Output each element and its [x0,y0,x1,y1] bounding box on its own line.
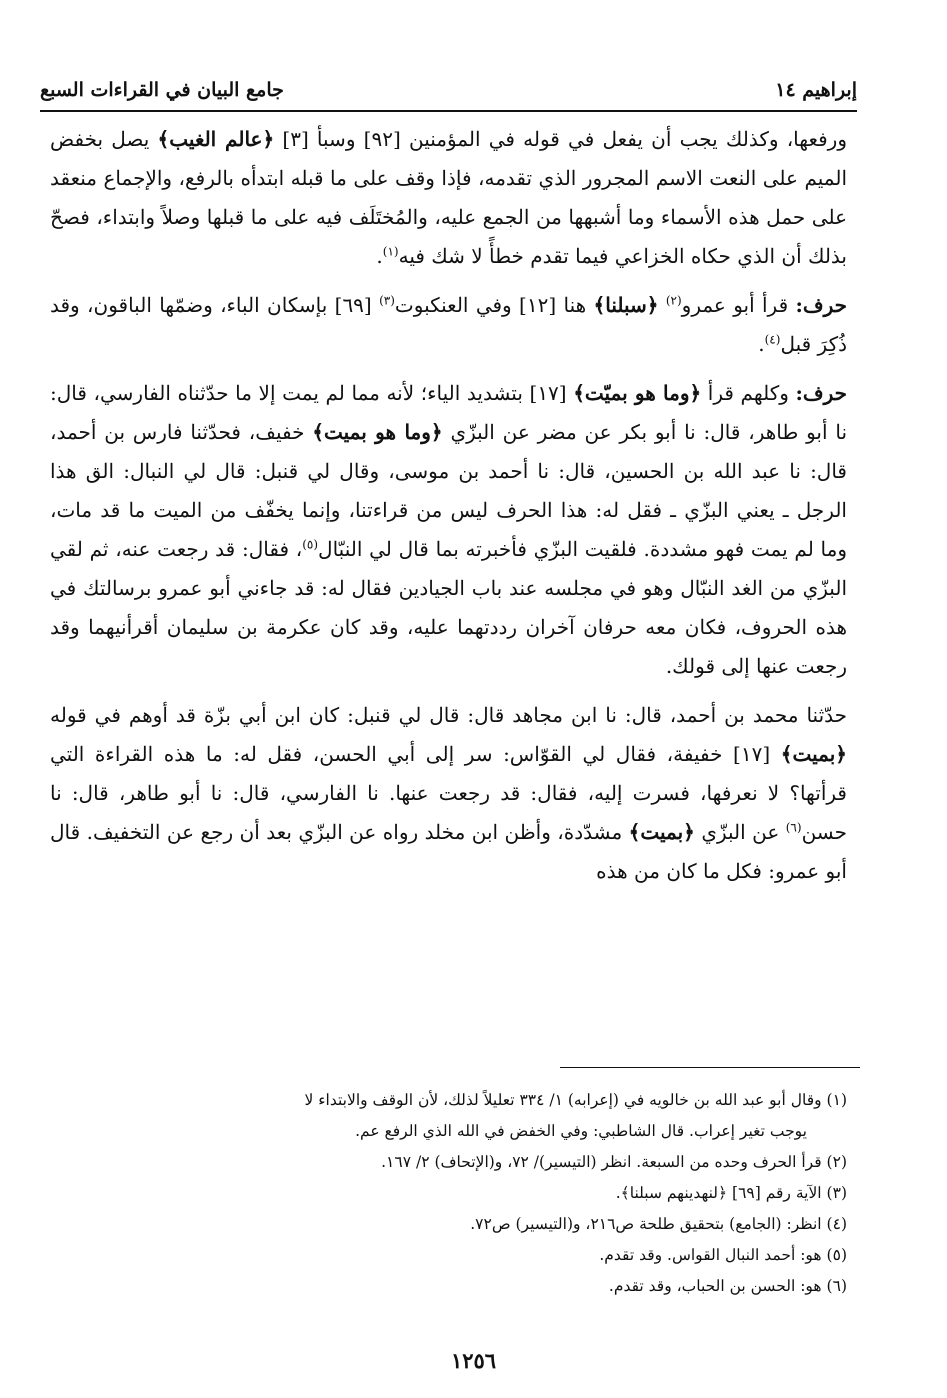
paragraph-3: حرف: وكلهم قرأ ﴿وما هو بميّت﴾ [١٧] بتشديد الياء؛ لأنه مما لم يمت إلا ما حدّثناه الفارسي، قال: نا أبو طاهر، قال: نا أبو بكر عن مضر عن البزّي ﴿وما هو بميت﴾ خفيف، فحدّثنا فارس بن أحمد، قال: نا عبد الله بن الحسين، قال: نا أحمد بن موسى، وقال لي قنبل: قال لي النبال: الق هذا الرجل ـ يعني البزّي ـ فقل له: هذا الحرف ليس من قراءتنا، وإنما يخفّف من الميت ما قد مات، وما لم يمت فهو مشددة. فلقيت البزّي فأخبرته بما قال لي النبّال$^{(٥)}$، فقال: قد رجعت عنه، ثم لقي البزّي من الغد النبّال وهو في مجلسه عند باب الجيادين فقال له: قد جاءني أبو عمرو برسالتك في هذه الحروف، فكان معه حرفان آخران رددتهما عليه، وقد كان عكرمة بن سليمان أقرأنيهما وقد رجعت عنها إلى قولك. [50,381,848,678]
harf-label: حرف: [795,381,847,405]
footnote-ref: (٥) [302,537,319,552]
footnote-1: (١) وقال أبو عبد الله بن خالويه في (إعرابه) ١/ ٣٣٤ تعليلاً لذلك، لأن الوقف والابتداء لا [304,1091,847,1109]
running-header [40,74,857,106]
footnote-6: (٦) هو: الحسن بن الحباب، وقد تقدم. [608,1277,847,1295]
header-surah: إبراهيم ١٤ [775,79,857,101]
quran-quote: ﴿بميت﴾ [780,742,847,766]
footnotes [50,1085,847,1302]
footnote-5: (٥) هو: أحمد النبال القواس. وقد تقدم. [599,1246,847,1264]
quran-quote: ﴿عالم الغيب﴾ [157,127,275,151]
quran-quote: ﴿بميت﴾ [628,820,695,844]
footnote-3: (٣) الآية رقم [٦٩] ﴿لنهدينهم سبلنا﴾. [615,1184,847,1202]
header-divider [40,110,857,112]
paragraph-2: حرف: قرأ أبو عمرو$^{(٢)}$ ﴿سبلنا﴾ هنا [١٢] وفي العنكبوت$^{(٣)}$ [٦٩] بإسكان الباء، وضمّها الباقون، وقد ذُكِرَ قبل$^{(٤)}$. [50,293,848,356]
footnote-2: (٢) قرأ الحرف وحده من السبعة. انظر (التيسير)/ ٧٢، و(الإتحاف) ٢/ ١٦٧. [381,1153,847,1171]
footnote-ref: (٣) [379,293,395,308]
harf-label: حرف: [795,293,848,317]
page-number: ١٢٥٦ [450,1348,497,1373]
footnote-ref: (٢) [665,293,682,308]
quran-quote: ﴿وما هو بميت﴾ [312,420,443,444]
paragraph-4: حدّثنا محمد بن أحمد، قال: نا ابن مجاهد قال: قال لي قنبل: كان ابن أبي بزّة قد أوهم في قوله ﴿بميت﴾ [١٧] خفيفة، فقال لي القوّاس: سر إلى أبي الحسن، فقل له: ما هذه القراءة التي قرأتها؟ لا نعرفها، فسرت إليه، فقال: قد رجعت عنها. نا الفارسي، قال: نا أبو طاهر، قال: نا حسن$^{(٦)}$ عن البزّي ﴿بميت﴾ مشدّدة، وأظن ابن مخلد رواه عن البزّي بعد أن رجع عن التخفيف. قال أبو عمرو: فكل ما كان من هذه [50,703,847,883]
paragraph-1: ورفعها، وكذلك يجب أن يفعل في قوله في المؤمنين [٩٢] وسبأ [٣] ﴿عالم الغيب﴾ يصل بخفض الميم على النعت الاسم المجرور الذي تقدمه، فإذا وقف على ما قبله ابتدأه بالرفع، والإجماع منعقد على حمل هذه الأسماء وما أشبهها من الجمع عليه، والمُختَلَف فيه على ما قبلها وصلاً وابتداء، فصحّ بذلك أن الذي حكاه الخزاعي فيما تقدم خطأً لا شك فيه$^{(١)}$. [50,127,847,268]
footnote-4: (٤) انظر: (الجامع) بتحقيق طلحة ص٢١٦، و(التيسير) ص٧٢. [470,1215,847,1233]
header-book-title: جامع البيان في القراءات السبع [40,79,284,101]
footnote-ref: (٤) [764,332,781,347]
quran-quote: ﴿وما هو بميّت﴾ [573,381,702,405]
footnote-1-continuation: يوجب تغير إعراب. قال الشاطبي: وفي الخفض في الله الذي الرفع عم. [355,1122,807,1140]
main-text [50,120,847,901]
footnote-ref: (١) [382,244,399,259]
footnote-ref: (٦) [785,820,802,835]
footnote-divider [560,1067,860,1068]
quran-quote: ﴿سبلنا﴾ [593,293,659,317]
